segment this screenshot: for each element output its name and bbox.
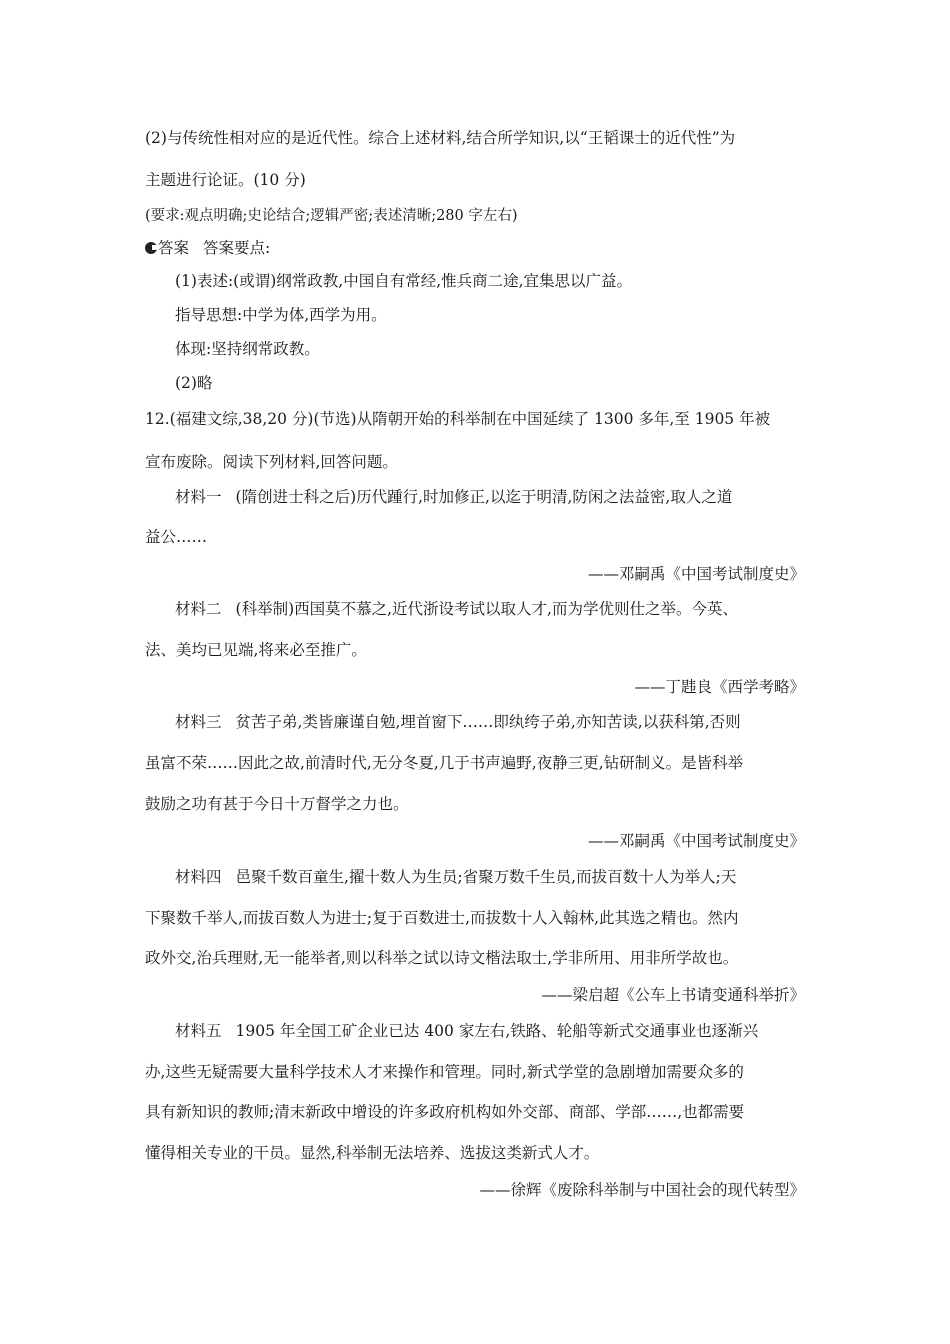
material-5-line4: 懂得相关专业的干员。显然,科举制无法培养、选拔这类新式人才。 — [145, 1144, 600, 1162]
answer-label: 答案 — [158, 239, 190, 257]
material-5-line1: 材料五 1905 年全国工矿企业已达 400 家左右,铁路、轮船等新式交通事业也逐渐兴 — [175, 1022, 759, 1040]
material-4-line1: 材料四 邑聚千数百童生,擢十数人为生员;省聚万数千生员,而拔百数十人为举人;天 — [175, 868, 737, 886]
answer-point-3: 体现:坚持纲常政教。 — [175, 340, 320, 358]
q11-requirement: (要求:观点明确;史论结合;逻辑严密;表述清晰;280 字左右) — [145, 208, 518, 224]
material-5-label: 材料五 — [175, 1022, 222, 1040]
material-1-source: ——邓嗣禹《中国考试制度史》 — [587, 565, 805, 583]
material-4-line3: 政外交,治兵理财,无一能举者,则以科举之试以诗文楷法取士,学非所用、用非所学故也。 — [145, 949, 739, 967]
material-4-source: ——梁启超《公车上书请变通科举折》 — [541, 986, 805, 1004]
answer-point-4: (2)略 — [175, 374, 213, 392]
q12-line1: 12.(福建文综,38,20 分)(节选)从隋朝开始的科举制在中国延续了 1300 多年,至 1905 年被 — [145, 410, 771, 428]
material-2-line2: 法、美均已见端,将来必至推广。 — [145, 641, 367, 659]
answer-point-2: 指导思想:中学为体,西学为用。 — [175, 306, 387, 324]
q12-line2: 宣布废除。阅读下列材料,回答问题。 — [145, 453, 398, 471]
material-3-line1: 材料三 贫苦子弟,类皆廉谨自勉,埋首窗下……即纨绔子弟,亦知苦读,以获科第,否则 — [175, 713, 741, 731]
answer-point-1: (1)表述:(或谓)纲常政教,中国自有常经,惟兵商二途,宜集思以广益。 — [175, 272, 633, 290]
material-3-label: 材料三 — [175, 713, 222, 731]
answer-header — [145, 238, 270, 258]
material-4-label: 材料四 — [175, 868, 222, 886]
material-5-line2: 办,这些无疑需要大量科学技术人才来操作和管理。同时,新式学堂的急剧增加需要众多的 — [145, 1063, 744, 1081]
material-4-line2: 下聚数千举人,而拔百数人为进士;复于百数进士,而拔数十人入翰林,此其选之精也。然内 — [145, 909, 739, 927]
material-2-source: ——丁韪良《西学考略》 — [634, 678, 805, 696]
material-3-line3: 鼓励之功有甚于今日十万督学之力也。 — [145, 795, 409, 813]
answer-icon — [145, 242, 157, 254]
material-3-line2: 虽富不荣……因此之故,前清时代,无分冬夏,几于书声遍野,夜静三更,钻研制义。是皆科举 — [145, 754, 744, 772]
answer-heading: 答案要点: — [203, 239, 271, 257]
material-2-line1: 材料二 (科举制)西国莫不慕之,近代浙设考试以取人才,而为学优则仕之举。今英、 — [175, 600, 738, 618]
q11-part2-line1: (2)与传统性相对应的是近代性。综合上述材料,结合所学知识,以“王韬课士的近代性”为 — [145, 129, 736, 147]
material-3-source: ——邓嗣禹《中国考试制度史》 — [587, 832, 805, 850]
material-5-source: ——徐辉《废除科举制与中国社会的现代转型》 — [479, 1181, 805, 1199]
material-1-line1: 材料一 (隋创进士科之后)历代踵行,时加修正,以迄于明清,防闲之法益密,取人之道 — [175, 488, 733, 506]
material-2-label: 材料二 — [175, 600, 222, 618]
material-1-line2: 益公…… — [145, 528, 208, 546]
material-1-label: 材料一 — [175, 488, 222, 506]
material-5-line3: 具有新知识的教师;清末新政中增设的许多政府机构如外交部、商部、学部……,也都需要 — [145, 1103, 745, 1121]
q11-part2-line2: 主题进行论证。(10 分) — [145, 171, 306, 189]
